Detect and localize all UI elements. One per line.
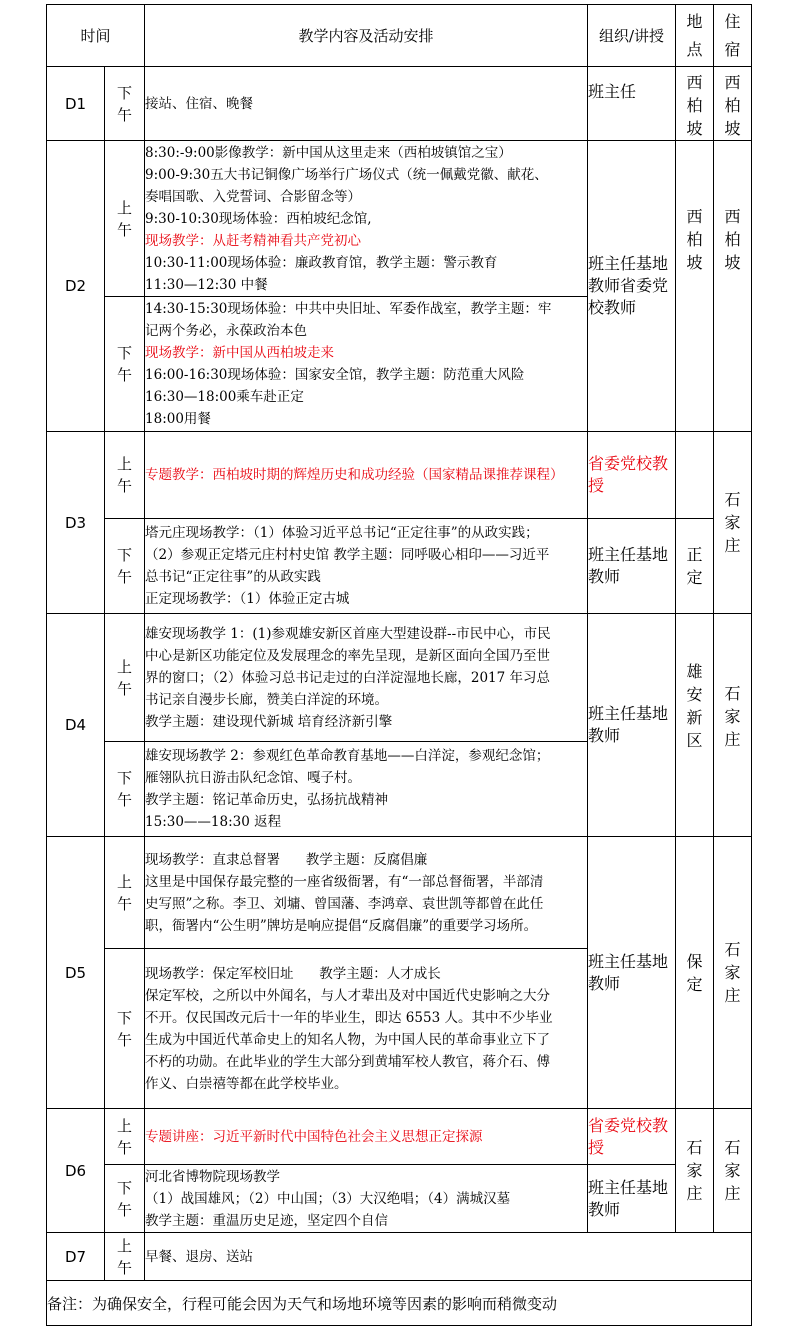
day-row-d3-pm (47, 519, 752, 614)
lodging: 石家庄 (714, 837, 752, 1109)
activity-content (145, 1165, 588, 1233)
lodging: 石家庄 (714, 432, 752, 614)
note-row (47, 1281, 752, 1326)
activity-content: 专题教学：西柏坡时期的辉煌历史和成功经验（国家精品课推荐课程） (145, 432, 588, 519)
period-label: 上午 (105, 614, 145, 742)
location: 正定 (676, 519, 714, 614)
activity-line: 10:30-11:00现场体验：廉政教育馆，教学主题：警示教育 (145, 254, 498, 271)
activity-line: 界的窗口；（2）体验习总书记走过的白洋淀湿地长廊，2017 年习总 (145, 669, 551, 686)
activity-line: 正定现场教学：（1）体验正定古城 (145, 591, 350, 607)
period-label: 上午 (105, 432, 145, 519)
schedule-table (46, 4, 752, 1326)
day-row-d6-am (47, 1109, 752, 1165)
activity-line: 11:30—12:30 中餐 (145, 276, 268, 293)
activity-content (145, 949, 588, 1109)
organizer: 班主任基地教师 (588, 1165, 676, 1233)
activity-line: 不朽的功勋。在此毕业的学生大部分到黄埔军校人教官，蒋介石、傅 (145, 1053, 551, 1070)
location: 保定 (676, 837, 714, 1109)
activity-line: 教学主题：铭记革命历史，弘扬抗战精神 (145, 792, 389, 808)
period-label: 下午 (105, 1165, 145, 1233)
period-label: 上午 (105, 1109, 145, 1165)
activity-line: 现场教学：保定军校旧址 教学主题：人才成长 (145, 965, 441, 982)
activity-content: 接站、住宿、晚餐 (145, 67, 588, 141)
organizer: 班主任基地教师 (588, 519, 676, 614)
activity-line: 雄安现场教学 1：(1)参观雄安新区首座大型建设群--市民中心，市民 (145, 625, 551, 642)
activity-line: 18:00用餐 (145, 411, 211, 427)
footnote: 备注：为确保安全，行程可能会因为天气和场地环境等因素的影响而稍微变动 (47, 1281, 752, 1326)
highlight-line: 现场教学：从赶考精神看共产党初心 (145, 232, 362, 249)
day-row-d4-am (47, 614, 752, 742)
period-label: 下午 (105, 297, 145, 432)
day-row-d2-am (47, 141, 752, 297)
header-lodging: 住宿 (714, 5, 752, 67)
activity-line: 史写照”之称。李卫、刘墉、曾国藩、李鸿章、袁世凯等都曾在此任 (145, 895, 544, 912)
location: 雄安新区 (676, 614, 714, 837)
activity-content (145, 519, 588, 614)
activity-content (145, 614, 588, 742)
activity-line: 16:00-16:30现场体验：国家安全馆，教学主题：防范重大风险 (145, 367, 525, 383)
organizer: 班主任 (588, 67, 676, 141)
activity-line: 9:30-10:30现场体验：西柏坡纪念馆, (145, 210, 372, 227)
activity-line: 奏唱国歌、入党誓词、合影留念等） (145, 188, 362, 205)
organizer: 省委党校教授 (588, 432, 676, 519)
organizer: 班主任基地教师 (588, 837, 676, 1109)
activity-line: 15:30——18:30 返程 (145, 814, 282, 830)
day-row-d3-am (47, 432, 752, 519)
activity-line: 塔元庄现场教学：（1）体验习近平总书记“正定往事”的从政实践； (145, 525, 539, 541)
highlight-line: 现场教学：新中国从西柏坡走来 (145, 345, 335, 361)
activity-line: 8:30:-9:00影像教学：新中国从这里走来（西柏坡镇馆之宝） (145, 144, 512, 161)
day-label: D3 (47, 432, 105, 614)
organizer: 班主任基地教师省委党校教师 (588, 141, 676, 432)
header-row (47, 5, 752, 67)
period-label: 上午 (105, 141, 145, 297)
day-label: D2 (47, 141, 105, 432)
activity-line: 这里是中国保存最完整的一座省级衙署，有“一部总督衙署，半部清 (145, 873, 544, 890)
day-label: D4 (47, 614, 105, 837)
location: 石家庄 (676, 1109, 714, 1233)
location: 西柏坡 (676, 67, 714, 141)
activity-line: 书记亲自漫步长廊，赞美白洋淀的环境。 (145, 691, 389, 708)
period-label: 上午 (105, 1233, 145, 1281)
activity-line: 生成为中国近代革命史上的知名人物，为中国人民的革命事业立下了 (145, 1031, 551, 1048)
activity-content (145, 141, 588, 297)
activity-content (145, 297, 588, 432)
activity-line: 9:00-9:30五大书记铜像广场举行广场仪式（统一佩戴党徽、献花、 (145, 166, 548, 183)
period-label: 上午 (105, 837, 145, 949)
header-content: 教学内容及活动安排 (145, 5, 588, 67)
lodging: 石家庄 (714, 614, 752, 837)
lodging: 西柏坡 (714, 67, 752, 141)
activity-line: 现场教学：直隶总督署 教学主题：反腐倡廉 (145, 851, 428, 868)
activity-line: 记两个务必，永葆政治本色 (145, 323, 308, 339)
activity-line: 16:30—18:00乘车赴正定 (145, 389, 304, 405)
header-location: 地点 (676, 5, 714, 67)
activity-line: 总书记“正定往事”的从政实践 (145, 569, 321, 585)
day-label: D7 (47, 1233, 105, 1281)
organizer: 班主任基地教师 (588, 614, 676, 837)
activity-line: 教学主题：重温历史足迹，坚定四个自信 (145, 1212, 389, 1229)
period-label: 下午 (105, 742, 145, 837)
activity-line: （1）战国雄风；（2）中山国；（3）大汉绝唱；（4）满城汉墓 (145, 1190, 511, 1207)
activity-line: 作义、白崇禧等都在此学校毕业。 (145, 1075, 348, 1092)
day-row-d7 (47, 1233, 752, 1281)
activity-content: 早餐、退房、送站 (145, 1233, 752, 1281)
activity-line: 雄安现场教学 2：参观红色革命教育基地——白洋淀，参观纪念馆； (145, 748, 550, 764)
location (676, 432, 714, 519)
organizer: 省委党校教授 (588, 1109, 676, 1165)
activity-content (145, 742, 588, 837)
activity-content (145, 837, 588, 949)
activity-line: 14:30-15:30现场体验：中共中央旧址、军委作战室，教学主题：牢 (145, 301, 552, 317)
activity-content: 专题讲座：习近平新时代中国特色社会主义思想正定探源 (145, 1109, 588, 1165)
lodging: 石家庄 (714, 1109, 752, 1233)
lodging: 西柏坡 (714, 141, 752, 432)
period-label: 下午 (105, 67, 145, 141)
activity-line: （2）参观正定塔元庄村村史馆 教学主题：同呼吸心相印——习近平 (145, 547, 550, 563)
day-row-d6-pm (47, 1165, 752, 1233)
activity-line: 教学主题：建设现代新城 培育经济新引擎 (145, 713, 393, 730)
day-row-d5-am (47, 837, 752, 949)
activity-line: 保定军校，之所以中外闻名，与人才辈出及对中国近代史影响之大分 (145, 987, 551, 1004)
location: 西柏坡 (676, 141, 714, 432)
activity-line: 中心是新区功能定位及发展理念的率先呈现，是新区面向全国乃至世 (145, 647, 551, 664)
period-label: 下午 (105, 519, 145, 614)
activity-line: 雁翎队抗日游击队纪念馆、嘎子村。 (145, 770, 362, 786)
activity-line: 职，衙署内“公生明”牌坊是响应提倡“反腐倡廉”的重要学习场所。 (145, 917, 538, 934)
day-label: D1 (47, 67, 105, 141)
header-org: 组织/讲授 (588, 5, 676, 67)
activity-line: 河北省博物院现场教学 (145, 1168, 281, 1185)
activity-line: 不开。仅民国改元后十一年的毕业生，即达 6553 人。其中不少毕业 (145, 1009, 553, 1026)
day-row-d1 (47, 67, 752, 141)
day-label: D6 (47, 1109, 105, 1233)
period-label: 下午 (105, 949, 145, 1109)
day-label: D5 (47, 837, 105, 1109)
header-time: 时间 (47, 5, 145, 67)
